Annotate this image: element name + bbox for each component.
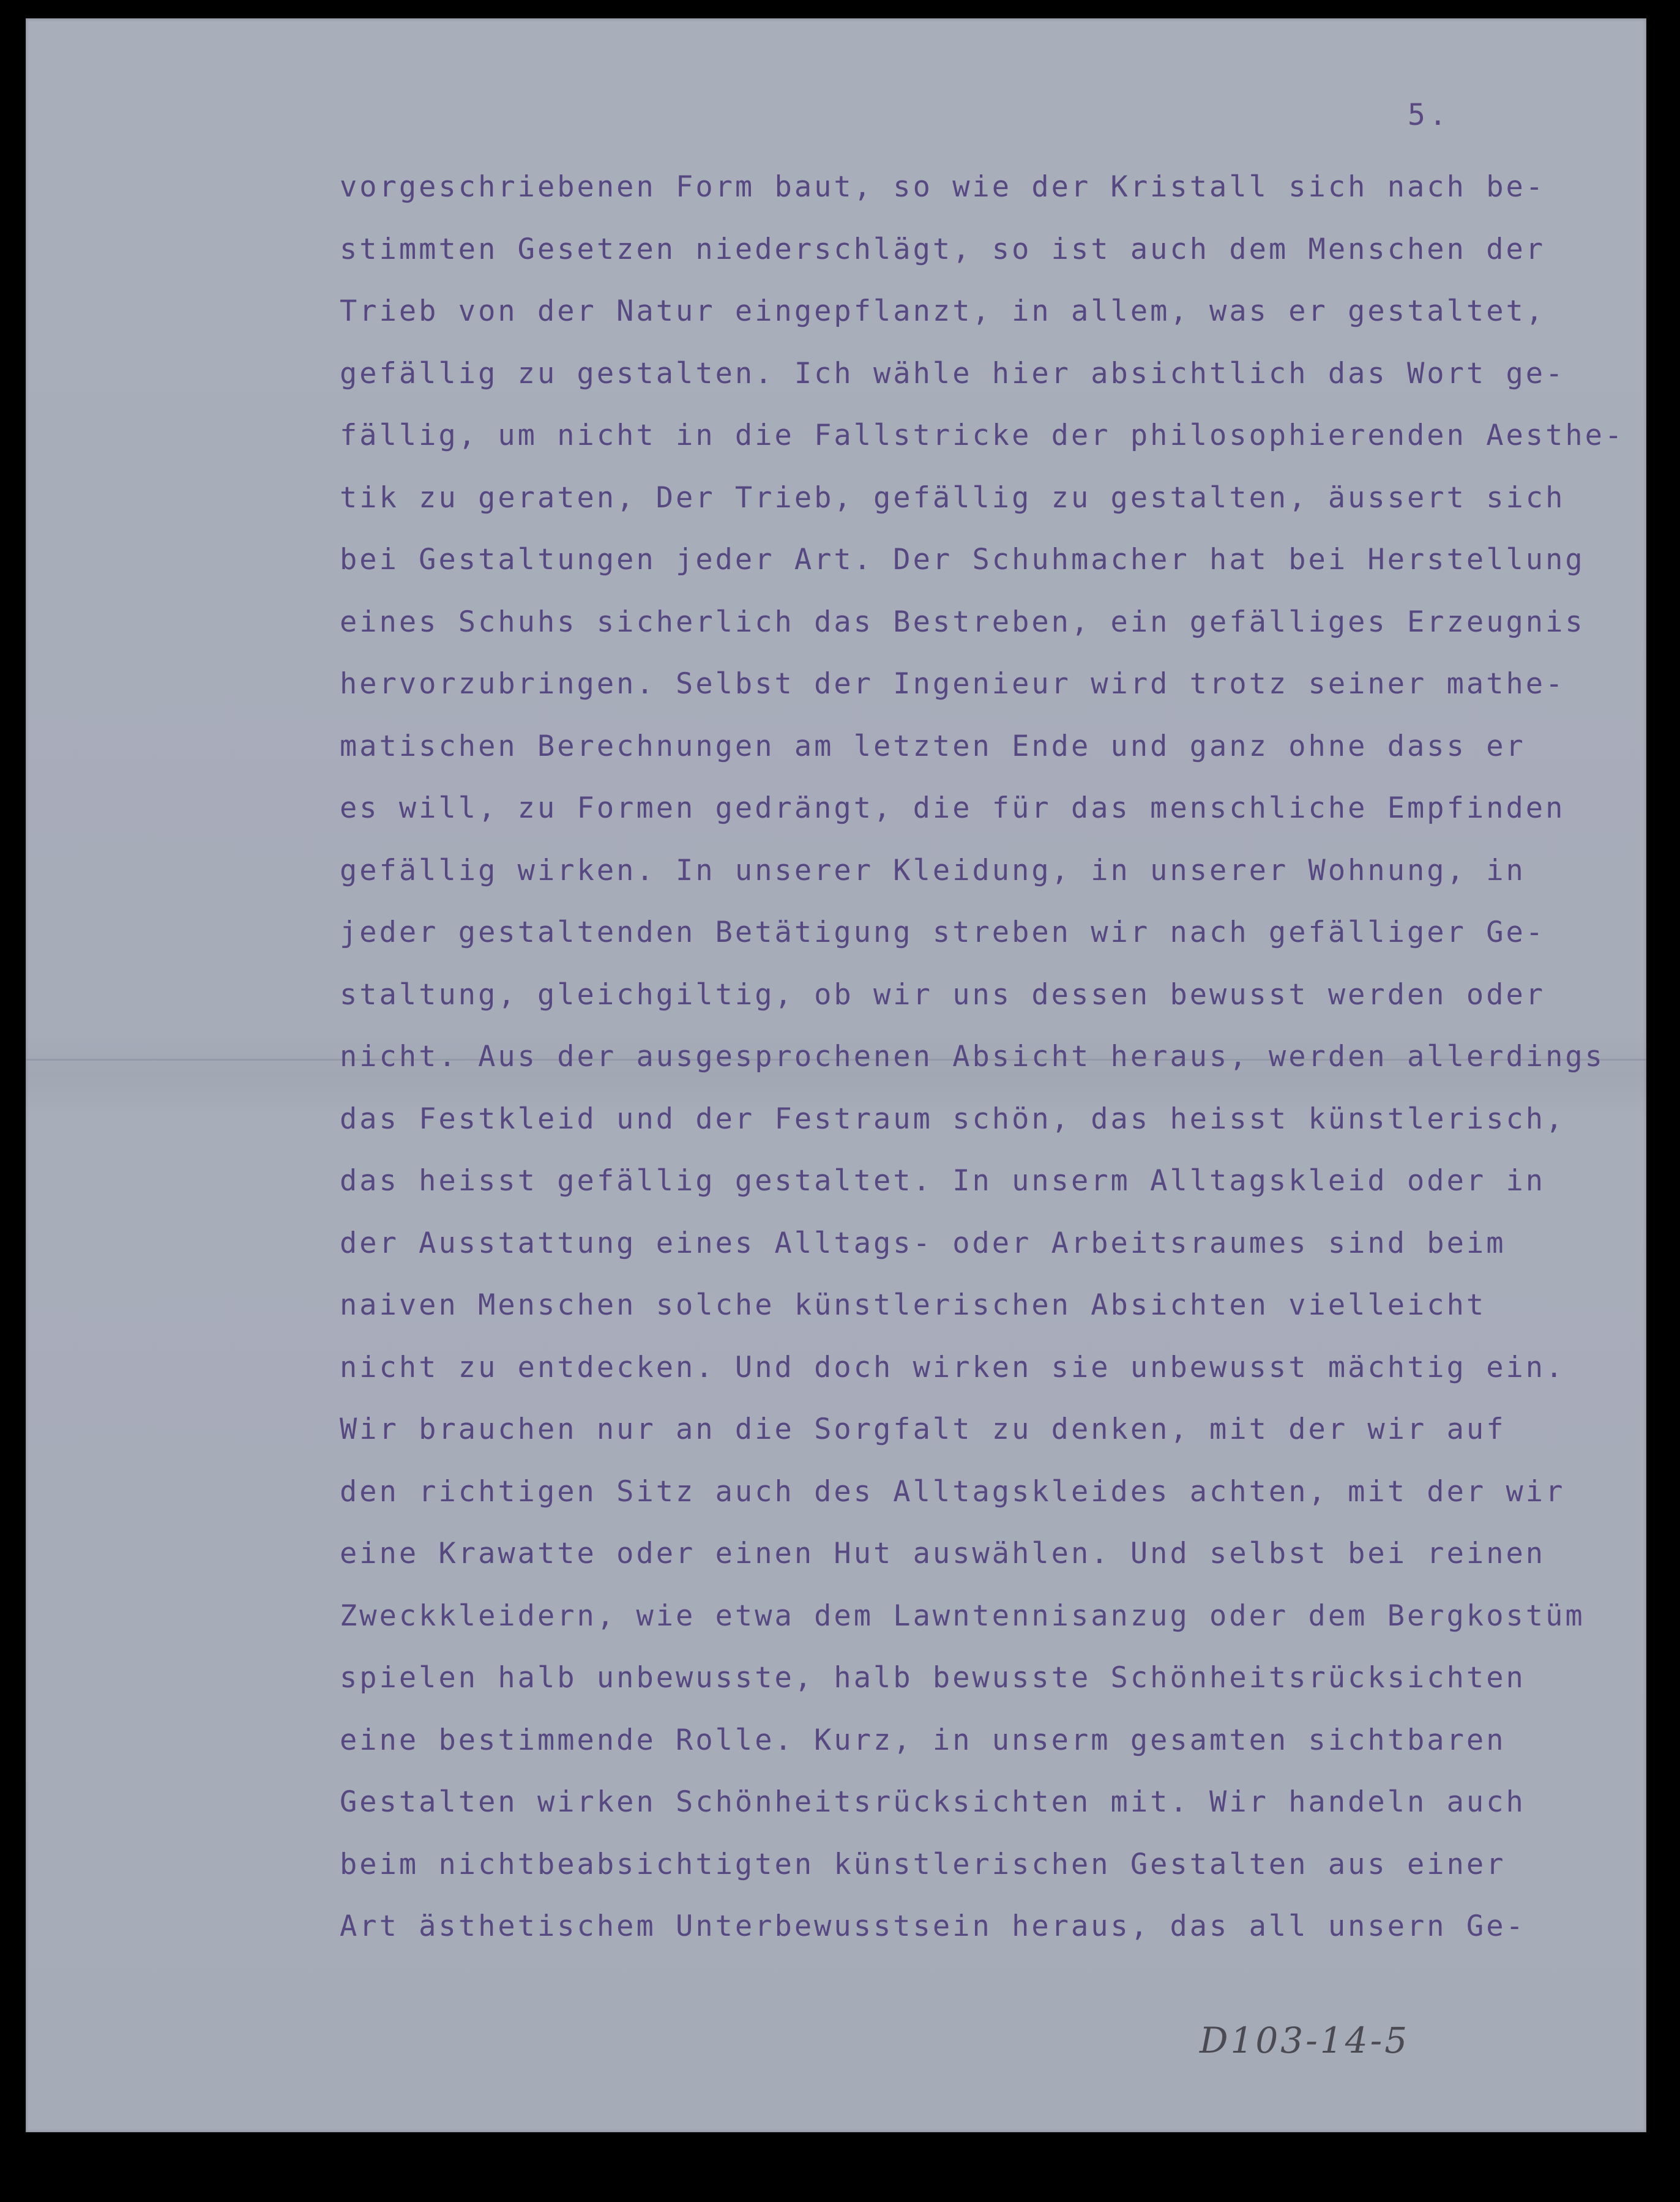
text-line: nicht zu entdecken. Und doch wirken sie unbewusst mächtig ein. — [340, 1350, 1566, 1384]
text-line: das Festkleid und der Festraum schön, das heisst künstlerisch, — [340, 1102, 1566, 1136]
text-line: Gestalten wirken Schönheitsrücksichten mit. Wir handeln auch — [340, 1785, 1526, 1819]
text-line: Zweckkleidern, wie etwa dem Lawntennisanzug oder dem Bergkostüm — [340, 1599, 1585, 1633]
text-line: vorgeschriebenen Form baut, so wie der Kristall sich nach be- — [340, 170, 1546, 204]
text-line: tik zu geraten, Der Trieb, gefällig zu gestalten, äussert sich — [340, 480, 1566, 515]
text-line: fällig, um nicht in die Fallstricke der philosophierenden Aesthe- — [340, 419, 1625, 452]
text-line: Wir brauchen nur an die Sorgfalt zu denken, mit der wir auf — [340, 1413, 1506, 1446]
page-number: 5. — [1408, 98, 1450, 132]
text-line: eine bestimmende Rolle. Kurz, in unserm gesamten sichtbaren — [340, 1723, 1506, 1757]
text-line: es will, zu Formen gedrängt, die für das menschliche Empfinden — [340, 791, 1566, 825]
text-line: bei Gestaltungen jeder Art. Der Schuhmacher hat bei Herstellung — [340, 543, 1585, 577]
text-line: Art ästhetischem Unterbewusstsein heraus, das all unsern Ge- — [340, 1909, 1526, 1943]
text-line: Trieb von der Natur eingepflanzt, in allem, was er gestaltet, — [340, 294, 1546, 328]
text-line: staltung, gleichgiltig, ob wir uns dessen bewusst werden oder — [340, 977, 1546, 1012]
body-text — [340, 156, 1625, 1958]
text-line: der Ausstattung eines Alltags- oder Arbeitsraumes sind beim — [340, 1226, 1506, 1260]
text-line: das heisst gefällig gestaltet. In unserm Alltagskleid oder in — [340, 1164, 1546, 1198]
text-line: nicht. Aus der ausgesprochenen Absicht heraus, werden allerdings — [340, 1040, 1605, 1073]
text-line: spielen halb unbewusste, halb bewusste Schönheitsrücksichten — [340, 1661, 1526, 1695]
text-line: gefällig wirken. In unserer Kleidung, in unserer Wohnung, in — [340, 853, 1526, 887]
text-line: beim nichtbeabsichtigten künstlerischen Gestalten aus einer — [340, 1847, 1506, 1881]
text-line: eine Krawatte oder einen Hut auswählen. Und selbst bei reinen — [340, 1537, 1546, 1570]
text-line: gefällig zu gestalten. Ich wähle hier absichtlich das Wort ge- — [340, 356, 1566, 390]
text-line: matischen Berechnungen am letzten Ende und ganz ohne dass er — [340, 729, 1526, 763]
text-line: eines Schuhs sicherlich das Bestreben, ein gefälliges Erzeugnis — [340, 605, 1585, 639]
text-line: hervorzubringen. Selbst der Ingenieur wird trotz seiner mathe- — [340, 667, 1566, 701]
text-line: jeder gestaltenden Betätigung streben wir nach gefälliger Ge- — [340, 916, 1546, 949]
text-line: naiven Menschen solche künstlerischen Absichten vielleicht — [340, 1288, 1487, 1322]
text-line: stimmten Gesetzen niederschlägt, so ist auch dem Menschen der — [340, 232, 1546, 266]
text-line: den richtigen Sitz auch des Alltagskleides achten, mit der wir — [340, 1474, 1566, 1509]
archive-signature-mark: D103-14-5 — [1200, 2020, 1410, 2061]
